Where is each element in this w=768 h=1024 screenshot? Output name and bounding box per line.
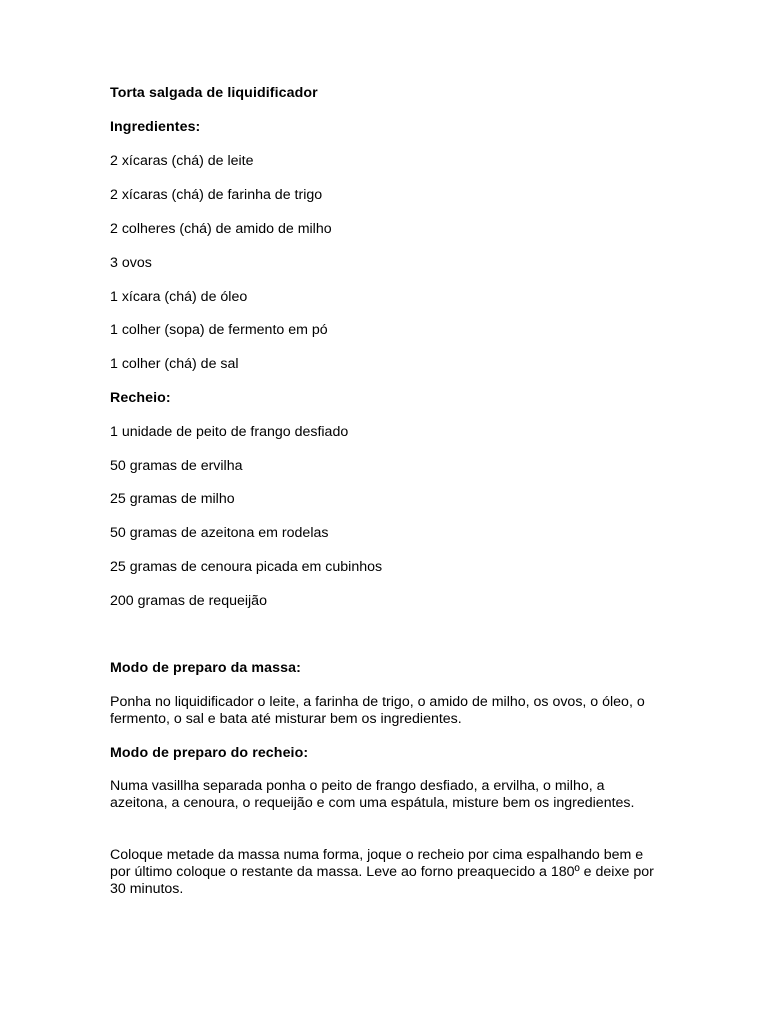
filling-method-heading: Modo de preparo do recheio: xyxy=(110,745,309,761)
filling-item: 200 gramas de requeijão xyxy=(110,593,267,609)
filling-item: 25 gramas de milho xyxy=(110,491,235,507)
dough-method-heading: Modo de preparo da massa: xyxy=(110,660,301,676)
filling-heading: Recheio: xyxy=(110,390,171,406)
filling-item: 50 gramas de ervilha xyxy=(110,458,243,474)
recipe-title: Torta salgada de liquidificador xyxy=(110,85,318,101)
filling-item: 50 gramas de azeitona em rodelas xyxy=(110,525,329,541)
filling-method-text: Numa vasillha separada ponha o peito de frango desfiado, a ervilha, o milho, a azeitona, a cenoura, o requeijão e com uma espátula, misture bem os ingredientes. xyxy=(110,778,635,811)
ingredient-item: 2 colheres (chá) de amido de milho xyxy=(110,221,332,237)
filling-item: 1 unidade de peito de frango desfiado xyxy=(110,424,349,440)
ingredient-item: 2 xícaras (chá) de farinha de trigo xyxy=(110,187,323,203)
ingredient-item: 1 xícara (chá) de óleo xyxy=(110,289,248,305)
assembly-text: Coloque metade da massa numa forma, joque o recheio por cima espalhando bem e por último coloque o restante da massa. Leve ao forno preaquecido a 180º e deixe por 30 minutos. xyxy=(110,847,654,897)
ingredient-item: 1 colher (sopa) de fermento em pó xyxy=(110,322,328,338)
ingredient-item: 1 colher (chá) de sal xyxy=(110,356,239,372)
filling-item: 25 gramas de cenoura picada em cubinhos xyxy=(110,559,383,575)
ingredient-item: 2 xícaras (chá) de leite xyxy=(110,153,254,169)
ingredients-heading: Ingredientes: xyxy=(110,119,201,135)
ingredient-item: 3 ovos xyxy=(110,255,152,271)
dough-method-text: Ponha no liquidificador o leite, a farinha de trigo, o amido de milho, os ovos, o óleo, o fermento, o sal e bata até misturar bem os ingredientes. xyxy=(110,694,645,727)
